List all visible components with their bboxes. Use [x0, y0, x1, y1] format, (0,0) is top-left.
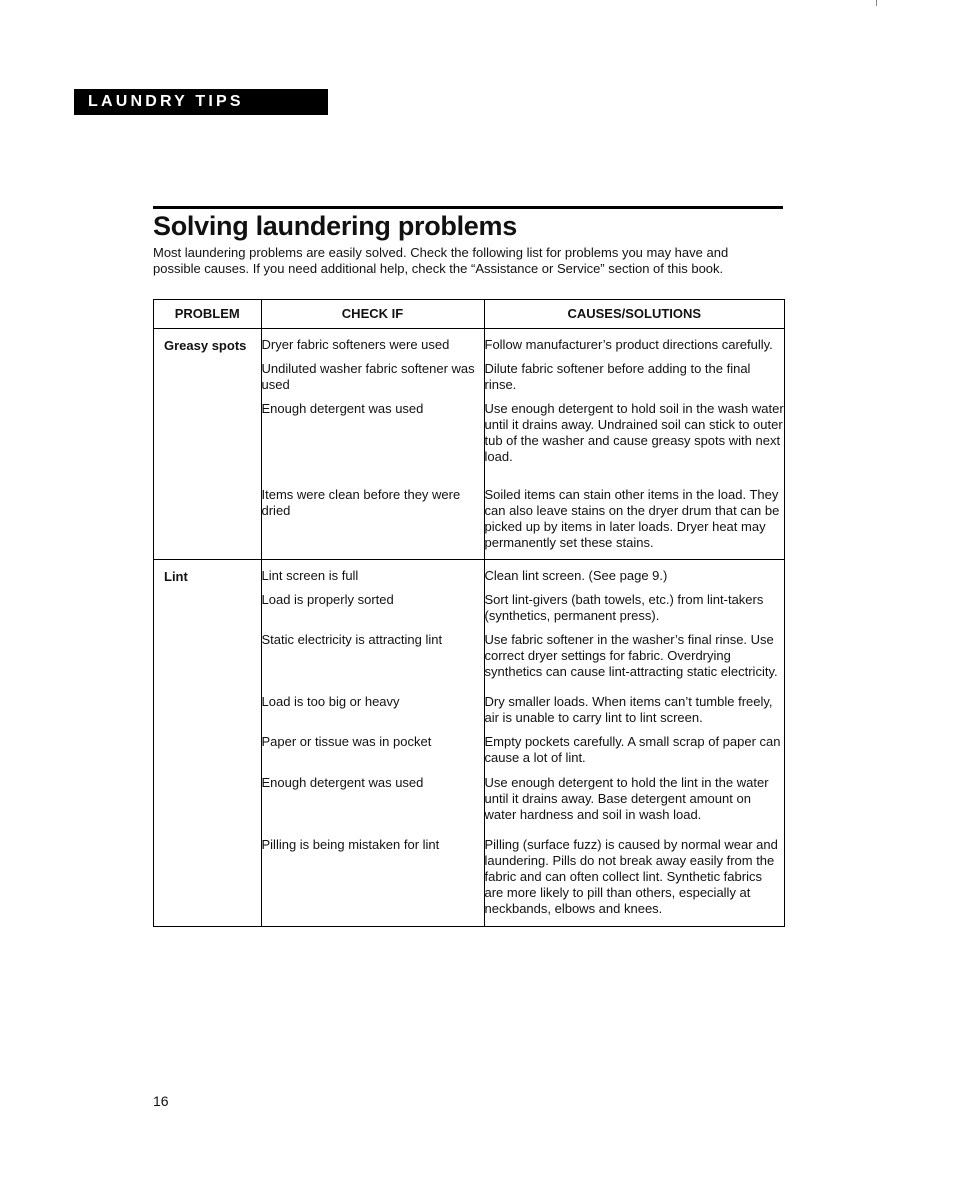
check-if-cell	[261, 560, 484, 927]
problem-group	[154, 329, 784, 560]
check-if-text: Enough detergent was used	[261, 401, 424, 416]
column-header-problem: PROBLEM	[154, 300, 261, 329]
table-header-row	[154, 300, 784, 329]
intro-paragraph: Most laundering problems are easily solved. Check the following list for problems you may have and possible causes. If you need additional help, check the “Assistance or Service” section of this book.	[153, 245, 729, 276]
margin-mark	[876, 0, 877, 6]
troubleshooting-table	[153, 299, 785, 927]
page-number: 16	[153, 1093, 169, 1109]
solution-text: Dry smaller loads. When items can’t tumble freely, air is unable to carry lint to lint screen.	[484, 694, 773, 725]
check-if-text: Load is too big or heavy	[261, 694, 400, 709]
page-title: Solving laundering problems	[153, 211, 517, 241]
check-if-text: Load is properly sorted	[261, 592, 394, 607]
solution-text: Empty pockets carefully. A small scrap of paper can cause a lot of lint.	[484, 734, 781, 765]
solution-text: Dilute fabric softener before adding to the final rinse.	[484, 361, 751, 392]
problem-label: Lint	[164, 569, 188, 584]
section-banner: LAUNDRY TIPS	[74, 89, 328, 115]
check-if-text: Dryer fabric softeners were used	[261, 337, 450, 352]
causes-solutions-cell	[484, 560, 784, 927]
check-if-cell	[261, 329, 484, 560]
solution-text: Use enough detergent to hold the lint in the water until it drains away. Base detergent amount on water hardness and soil in wash load.	[484, 775, 769, 822]
check-if-text: Pilling is being mistaken for lint	[261, 837, 440, 852]
solution-text: Pilling (surface fuzz) is caused by normal wear and laundering. Pills do not break away easily from the fabric and can often collect lint. Synthetic fabrics are more likely to pill than others, especially at neckbands, elbows and knees.	[484, 837, 778, 916]
check-if-text: Static electricity is attracting lint	[261, 632, 443, 647]
solution-text: Use fabric softener in the washer’s final rinse. Use correct dryer settings for fabric. Overdrying synthetics can cause lint-attracting static electricity.	[484, 632, 778, 679]
solution-text: Sort lint-givers (bath towels, etc.) from lint-takers (synthetics, permanent press).	[484, 592, 764, 623]
solution-text: Soiled items can stain other items in the load. They can also leave stains on the dryer drum that can be picked up by items in later loads. Dryer heat may permanently set these stains.	[484, 487, 780, 550]
solution-text: Use enough detergent to hold soil in the wash water until it drains away. Undrained soil can stick to outer tub of the washer and cause greasy spots with next load.	[484, 401, 784, 464]
causes-solutions-cell	[484, 329, 784, 560]
solution-text: Clean lint screen. (See page 9.)	[484, 568, 668, 583]
check-if-text: Paper or tissue was in pocket	[261, 734, 432, 749]
title-rule	[153, 206, 783, 209]
check-if-text: Undiluted washer fabric softener was used	[261, 361, 475, 392]
check-if-text: Lint screen is full	[261, 568, 359, 583]
column-header-causes-solutions: CAUSES/SOLUTIONS	[484, 300, 784, 329]
check-if-text: Enough detergent was used	[261, 775, 424, 790]
check-if-text: Items were clean before they were dried	[261, 487, 461, 518]
solution-text: Follow manufacturer’s product directions carefully.	[484, 337, 773, 352]
problem-label: Greasy spots	[154, 329, 261, 560]
problem-group	[154, 560, 784, 927]
column-header-check-if: CHECK IF	[261, 300, 484, 329]
